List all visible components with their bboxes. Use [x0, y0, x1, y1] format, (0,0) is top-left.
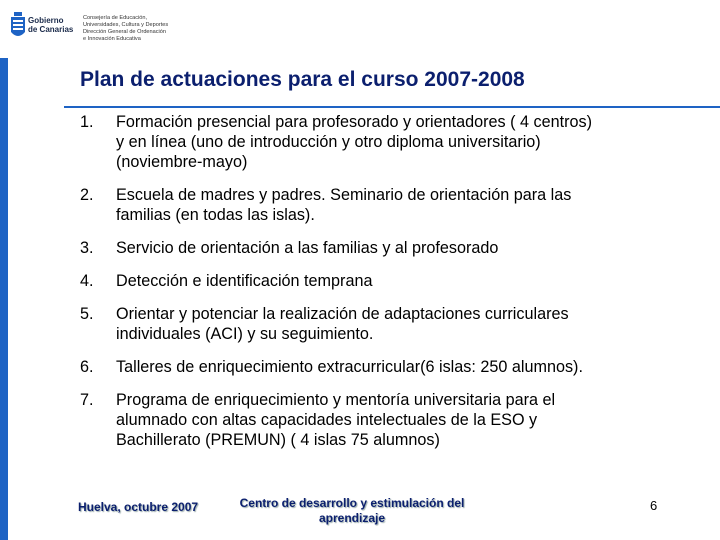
item-number: 7. [80, 391, 94, 409]
item-number: 6. [80, 358, 94, 376]
item-text: Talleres de enriquecimiento extracurricular(6 islas: 250 alumnos). [116, 358, 583, 376]
list-item [80, 238, 680, 258]
list-item [80, 390, 680, 450]
footer-center-name: Centro de desarrollo y estimulación del aprendizaje [239, 496, 465, 525]
list-item [80, 357, 680, 377]
footer-location-date: Huelva, octubre 2007 [78, 500, 199, 514]
page-number: 6 [650, 498, 658, 513]
list-item [80, 185, 680, 225]
left-accent-bar [0, 58, 8, 540]
item-text: Escuela de madres y padres. Seminario de orientación para las familias (en todas las islas). [116, 186, 572, 224]
item-text: Orientar y potenciar la realización de adaptaciones curriculares individuales (ACI) y su seguimiento. [116, 305, 569, 343]
item-text: Servicio de orientación a las familias y al profesorado [116, 239, 499, 257]
slide-title: Plan de actuaciones para el curso 2007-2008 [80, 68, 525, 91]
government-name: Gobierno de Canarias [28, 16, 74, 34]
item-text: Detección e identificación temprana [116, 272, 373, 290]
item-text: Programa de enriquecimiento y mentoría universitaria para el alumnado con altas capacidades intelectuales de la ESO y Bachillerato (PREMUN) ( 4 islas 75 alumnos) [116, 391, 556, 449]
list-item [80, 304, 680, 344]
item-number: 5. [80, 305, 94, 323]
item-number: 3. [80, 239, 94, 257]
title-underline [64, 106, 720, 108]
item-number: 2. [80, 186, 94, 204]
coat-of-arms-icon [10, 12, 26, 42]
item-number: 4. [80, 272, 94, 290]
actions-list [80, 112, 680, 450]
list-item [80, 271, 680, 291]
item-number: 1. [80, 113, 94, 131]
item-text: Formación presencial para profesorado y orientadores ( 4 centros) y en línea (uno de introducción y otro diploma universitario) (noviembre-mayo) [116, 113, 592, 171]
list-item [80, 112, 680, 172]
department-name: Consejería de Educación, Universidades, Cultura y Deportes Dirección General de Ordenación e Innovación Educativa [83, 15, 169, 42]
